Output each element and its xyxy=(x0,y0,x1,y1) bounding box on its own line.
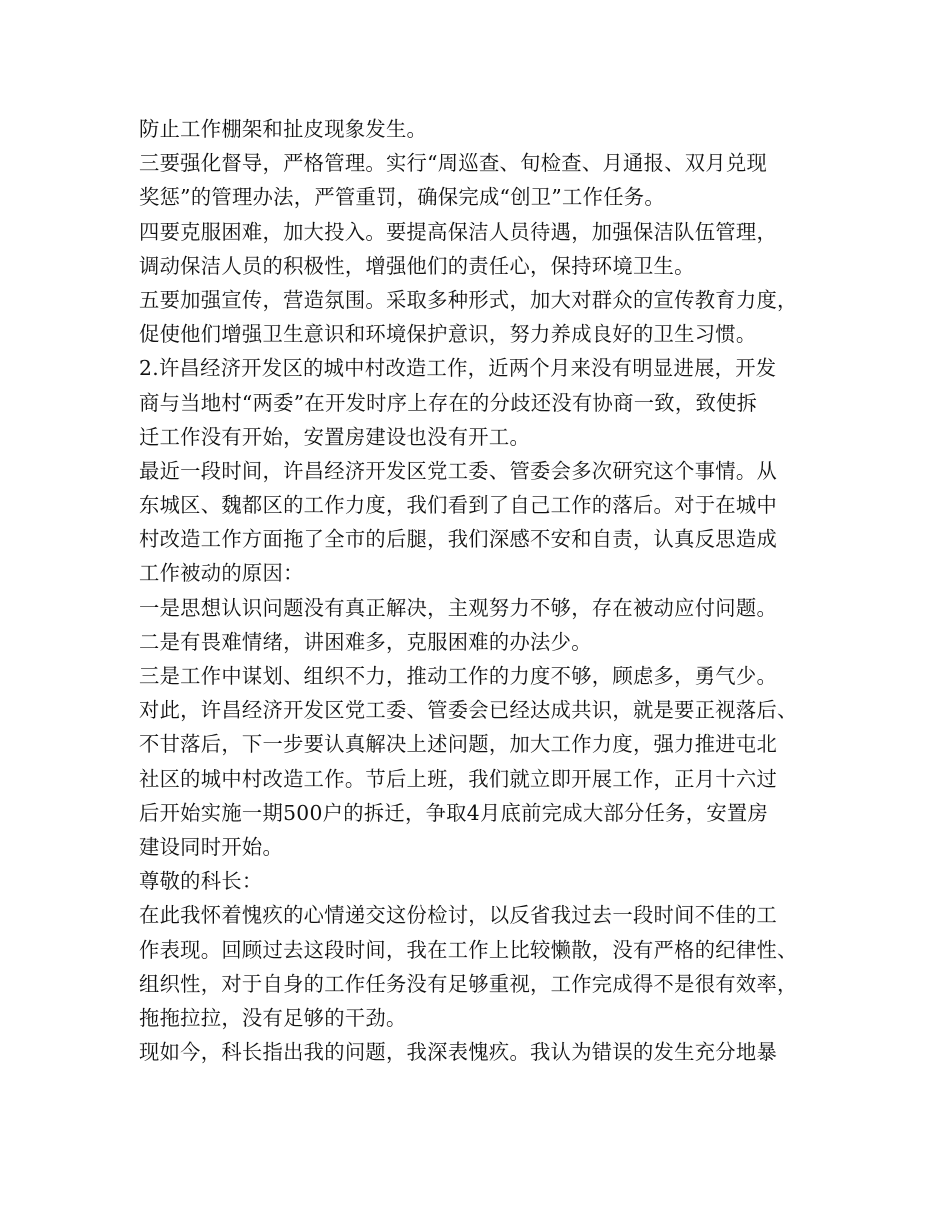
text-line: 2.许昌经济开发区的城中村改造工作，近两个月来没有明显进展，开发 xyxy=(139,356,777,381)
text-line: 奖惩”的管理办法，严管重罚，确保完成“创卫”工作任务。 xyxy=(139,185,665,210)
document-body xyxy=(139,112,829,1069)
text-line: 三要强化督导，严格管理。实行“周巡查、旬检查、月通报、双月兑现 xyxy=(139,151,768,176)
text-line: 迁工作没有开始，安置房建设也没有开工。 xyxy=(139,424,531,449)
text-line: 二是有畏难情绪，讲困难多，克服困难的办法少。 xyxy=(139,629,592,654)
text-line: 五要加强宣传，营造氛围。采取多种形式，加大对群众的宣传教育力度， xyxy=(139,287,798,312)
text-line: 一是思想认识问题没有真正解决，主观努力不够，存在被动应付问题。 xyxy=(139,595,778,620)
salutation: 尊敬的科长： xyxy=(139,869,263,894)
text-line: 三是工作中谋划、组织不力，推动工作的力度不够，顾虑多，勇气少。 xyxy=(139,664,778,688)
text-line: 东城区、魏都区的工作力度，我们看到了自己工作的落后。对于在城中 xyxy=(139,493,778,518)
text-line: 现如今，科长指出我的问题，我深表愧疚。我认为错误的发生充分地暴 xyxy=(139,1040,778,1065)
text-line: 促使他们增强卫生意识和环境保护意识，努力养成良好的卫生习惯。 xyxy=(139,322,757,347)
text-line: 作表现。回顾过去这段时间，我在工作上比较懒散，没有严格的纪律性、 xyxy=(139,937,798,962)
text-line: 村改造工作方面拖了全市的后腿，我们深感不安和自责，认真反思造成 xyxy=(139,527,778,552)
text-line: 在此我怀着愧疚的心情递交这份检讨，以反省我过去一段时间不佳的工 xyxy=(139,903,778,928)
text-line: 商与当地村“两委”在开发时序上存在的分歧还没有协商一致，致使拆 xyxy=(139,390,758,415)
text-line: 四要克服困难，加大投入。要提高保洁人员待遇，加强保洁队伍管理， xyxy=(139,219,778,244)
text-line: 工作被动的原因： xyxy=(139,561,304,586)
text-line: 组织性，对于自身的工作任务没有足够重视，工作完成得不是很有效率， xyxy=(139,971,798,996)
text-line: 防止工作棚架和扯皮现象发生。 xyxy=(139,117,428,141)
text-line: 不甘落后，下一步要认真解决上述问题，加大工作力度，强力推进屯北 xyxy=(139,732,778,757)
text-line: 对此，许昌经济开发区党工委、管委会已经达成共识，就是要正视落后、 xyxy=(139,698,798,723)
text-line: 建设同时开始。 xyxy=(139,834,284,859)
text-line: 调动保洁人员的积极性，增强他们的责任心，保持环境卫生。 xyxy=(139,253,695,278)
text-line: 最近一段时间，许昌经济开发区党工委、管委会多次研究这个事情。从 xyxy=(139,458,778,483)
text-line: 社区的城中村改造工作。节后上班，我们就立即开展工作，正月十六过 xyxy=(139,766,778,791)
text-line: 后开始实施一期500户的拆迁，争取4月底前完成大部分任务，安置房 xyxy=(139,800,769,825)
text-line: 拖拖拉拉，没有足够的干劲。 xyxy=(139,1005,407,1030)
